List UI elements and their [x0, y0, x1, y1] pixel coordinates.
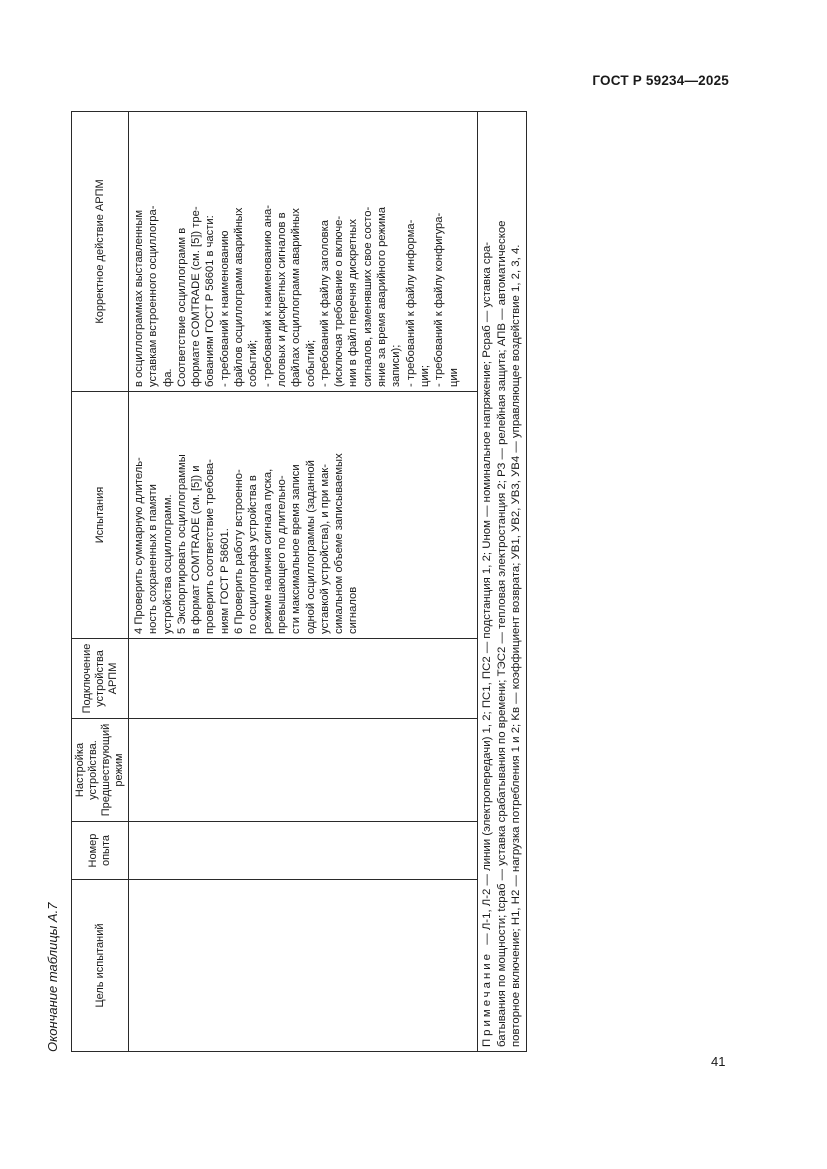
note-text: — Л-1, Л-2 — линии (электропередачи) 1, 2; ПС1, ПС2 — подстанция 1, 2; Uном — номинальное напряжение; Pсраб — уставка сра- — [481, 241, 493, 945]
tests-line: ность сохраненных в памяти — [147, 484, 160, 634]
cell-experiment-number — [129, 822, 478, 880]
tests-line: го осциллографа устройства в — [247, 475, 260, 634]
cell-tests — [129, 392, 478, 639]
action-line: - требований к файлу информа- — [404, 219, 417, 387]
action-line: файлов осциллограмм аварийных — [233, 207, 246, 387]
table-row — [129, 112, 478, 1052]
cell-purpose — [129, 880, 478, 1052]
note-line: повторное включение; Н1, Н2 — нагрузка потребления 1 и 2; Kв — коэффициент возврата; УВ1, УВ2, УВ3, УВ4 — управляющее воздействие 1, 2, 3, 4. — [510, 244, 523, 1047]
tests-line: сти максимальное время записи — [290, 464, 303, 634]
tests-line: превышающего по длительно- — [275, 475, 288, 634]
standard-header: ГОСТ Р 59234—2025 — [592, 73, 729, 88]
action-line: файлах осциллограмм аварийных — [290, 208, 303, 387]
action-line: - требований к файлу конфигура- — [433, 212, 446, 387]
tests-line: 5 Экспортировать осциллограммы — [175, 454, 188, 634]
action-line: записи); — [390, 344, 403, 387]
action-line: бованиям ГОСТ Р 58601 в части: — [204, 215, 217, 387]
action-line: ции; — [418, 364, 431, 387]
tests-line: 4 Проверить суммарную длитель- — [133, 457, 145, 634]
action-line: - требований к файлу заголовка — [318, 220, 331, 387]
table-note-row — [478, 112, 527, 1052]
action-line: (исключая требование о включе- — [333, 215, 346, 387]
tests-line: уставкой устройства), и при мак- — [318, 464, 331, 634]
tests-line: одной осциллограммы (заданной — [304, 460, 317, 634]
action-line: ции — [447, 368, 460, 387]
tests-line: устройства осциллограмм. — [161, 494, 174, 634]
tests-line: симальном объеме записываемых — [333, 453, 346, 634]
tests-line: сигналов — [347, 586, 360, 634]
action-line: сигналов, изменявших свое состо- — [361, 206, 374, 387]
column-header-device-setup: Настройка устройства. Предшествующий режим — [72, 719, 129, 822]
column-header-correct-action: Корректное действие АРПМ — [72, 112, 129, 392]
tests-line: ниям ГОСТ Р 58601. — [218, 528, 231, 634]
note-label: Примечание — [481, 951, 493, 1047]
cell-correct-action — [129, 112, 478, 392]
table-header-row — [72, 112, 129, 1052]
note-line — [480, 116, 495, 1047]
tests-line: в формат COMTRADE (см. [5]) и — [190, 465, 203, 634]
table-caption: Окончание таблицы А.7 — [45, 902, 60, 1052]
action-line: фа. — [161, 368, 174, 387]
column-header-purpose: Цель испытаний — [72, 880, 129, 1052]
action-line: Соответствие осциллограмм в — [175, 227, 188, 387]
action-line: логовых и дискретных сигналов в — [275, 212, 288, 387]
tests-line: режиме наличия сигнала пуска, — [261, 468, 274, 634]
action-line: - требований к наименованию — [218, 230, 231, 387]
cell-device-setup — [129, 719, 478, 822]
action-line: нии в файл перечня дискретных — [347, 219, 360, 387]
action-line: событий; — [304, 339, 317, 387]
tests-line: проверить соответствие требова- — [204, 459, 217, 634]
note-line: батывания по мощности; tсраб — уставка срабатывания по времени; ТЭС2 — тепловая электростанция 2; РЗ — релейная защита; АПВ — автоматическое — [495, 220, 508, 1047]
action-line: формате COMTRADE (см. [5]) тре- — [190, 206, 203, 387]
column-header-tests: Испытания — [72, 392, 129, 639]
action-line: - требований к наименованию ана- — [261, 204, 274, 387]
page-number: 41 — [711, 1054, 726, 1069]
action-line: в осциллограммах выставленным — [133, 209, 145, 387]
action-line: уставкам встроенного осциллогра- — [147, 205, 160, 387]
rotated-table-block — [45, 112, 553, 1052]
table-note — [478, 112, 527, 1052]
tests-line: 6 Проверить работу встроенно- — [233, 469, 246, 634]
column-header-device-connection: Подключение устройства АРПМ — [72, 639, 129, 719]
test-table — [71, 111, 527, 1052]
column-header-experiment-number: Номер опыта — [72, 822, 129, 880]
action-line: событий; — [247, 339, 260, 387]
cell-device-connection — [129, 639, 478, 719]
action-line: яние за время аварийного режима — [376, 206, 389, 387]
